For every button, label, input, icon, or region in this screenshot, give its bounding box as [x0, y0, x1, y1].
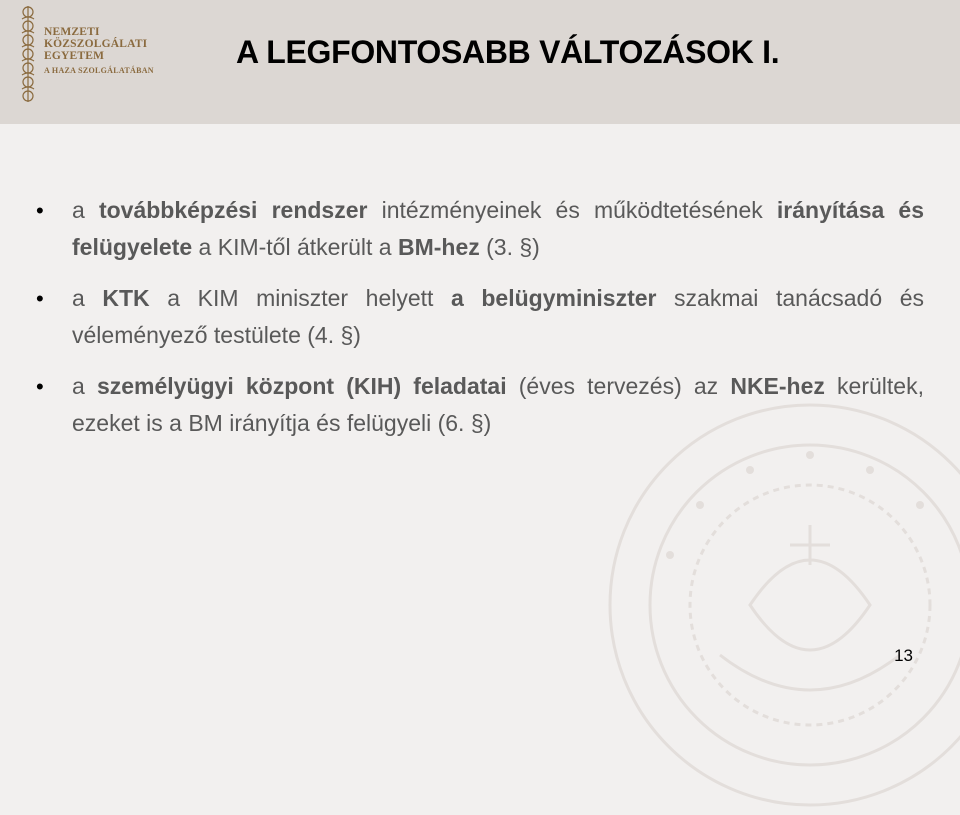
bullet-item	[36, 280, 924, 354]
bullet-text	[72, 197, 924, 260]
bullet-icon: •	[36, 198, 44, 223]
bullet-segment-bold: irányítása és felügyelete	[72, 197, 925, 260]
bullet-segment: (éves tervezés) az	[506, 373, 731, 399]
slide-title: A LEGFONTOSABB VÁLTOZÁSOK I.	[236, 34, 780, 70]
bullet-segment: a KIM-től átkerült a	[192, 234, 398, 260]
bullet-item	[36, 192, 924, 266]
bullet-segment-bold: továbbképzési rendszer	[98, 197, 368, 223]
bullet-icon: •	[36, 374, 44, 399]
bullet-icon: •	[36, 286, 44, 311]
bullet-segment: a KIM miniszter helyett	[149, 285, 452, 311]
bullet-segment: intézményeinek és működtetésének	[367, 197, 777, 223]
logo-line-3: EGYETEM	[44, 50, 105, 62]
bullet-segment-bold: NKE-hez	[730, 373, 825, 399]
bullet-segment: a	[72, 197, 99, 223]
bullet-segment: a	[72, 285, 103, 311]
page-number: 13	[894, 646, 913, 665]
bullet-segment: szakmai tanácsadó és véleményező testülete (4. §)	[72, 285, 924, 348]
bullet-segment-bold: a belügyminiszter	[451, 285, 657, 311]
bullet-segment-bold: személyügyi központ (KIH) feladatai	[96, 373, 507, 399]
slide-content	[36, 192, 924, 456]
bullet-segment-bold: BM-hez	[397, 234, 480, 260]
bullet-segment-bold: KTK	[102, 285, 150, 311]
logo-tagline: A HAZA SZOLGÁLATÁBAN	[44, 66, 154, 75]
logo-line-2: KÖZSZOLGÁLATI	[44, 38, 148, 50]
university-emblem-ornament-icon	[18, 4, 38, 104]
bullet-text	[72, 285, 924, 348]
slide-header	[0, 0, 960, 124]
university-logo	[18, 4, 153, 104]
bullet-item	[36, 368, 924, 442]
logo-line-1: NEMZETI	[44, 26, 100, 38]
university-seal-watermark-icon	[600, 395, 960, 815]
bullet-text	[72, 373, 924, 436]
bullet-segment: a	[72, 373, 97, 399]
bullet-segment: (3. §)	[479, 234, 540, 260]
bullet-segment: kerültek, ezeket is a BM irányítja és felügyeli (6. §)	[72, 373, 924, 436]
